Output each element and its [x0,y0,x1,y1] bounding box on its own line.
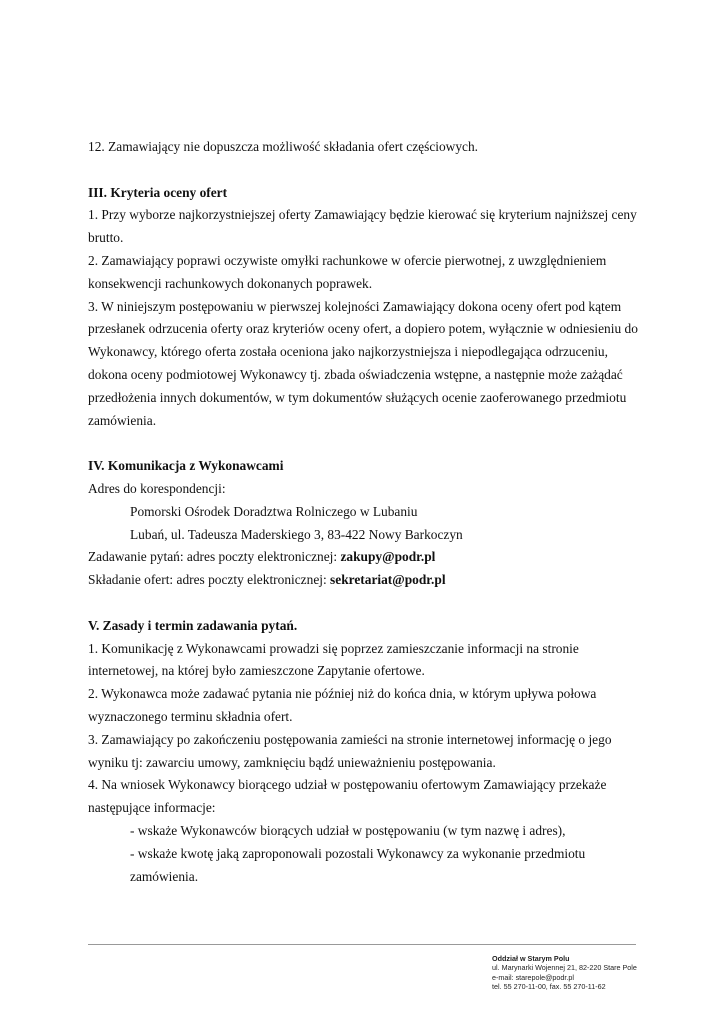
address-label: Adres do korespondencji: [88,480,226,496]
footer-address: ul. Marynarki Wojennej 21, 82-220 Stare Pole [492,963,637,973]
section-5-paragraph-4: 4. Na wniosek Wykonawcy biorącego udział w postępowaniu ofertowym Zamawiający przekaże następujące informacje: [88,777,607,816]
section-5-paragraph-2: 2. Wykonawca może zadawać pytania nie później niż do końca dnia, w którym upływa połowa wyznaczonego terminu składnia ofert. [88,686,597,724]
document-body [88,136,648,888]
offers-email[interactable]: sekretariat@podr.pl [330,572,446,588]
spacer [88,592,648,615]
offers-label: Składanie ofert: adres poczty elektronicznej: [88,572,331,588]
section-3-paragraph-3: 3. W niniejszym postępowaniu w pierwszej kolejności Zamawiający dokona oceny ofert pod kątem przesłanek odrzucenia oferty oraz kryteriów oceny ofert, a dopiero potem, wyłącznie w odniesieniu do Wykonawcy, którego oferta została oceniona jako najkorzystniejsza i niepodlegająca odrzuceniu, dokona oceny podmiotowej Wykonawcy tj. zbada oświadczenia wstępne, a następnie może zażądać przedłożenia innych dokumentów, w tym dokumentów służących ocenie zaoferowanego przedmiotu zamówienia. [88,298,638,428]
section-4-heading: IV. Komunikacja z Wykonawcami [88,458,284,474]
section-5-paragraph-3: 3. Zamawiający po zakończeniu postępowania zamieści na stronie internetowej informację o jego wyniku tj: zawarciu umowy, zamknięciu bądź unieważnieniu postępowania. [88,731,612,770]
footer-phone: tel. 55 270-11-00, fax. 55 270-11-62 [492,982,606,992]
offers-contact [88,569,648,592]
item-12: 12. Zamawiający nie dopuszcza możliwość składania ofert częściowych. [88,139,479,154]
section-3-paragraph-1: 1. Przy wyborze najkorzystniejszej oferty Zamawiający będzie kierować się kryterium najniższej ceny brutto. [88,207,637,246]
footer-divider [88,944,636,945]
section-3-paragraph-2: 2. Zamawiający poprawi oczywiste omyłki rachunkowe w ofercie pierwotnej, z uwzględnieniem konsekwencji rachunkowych dokonanych poprawek. [88,252,607,291]
section-5-heading: V. Zasady i termin zadawania pytań. [88,617,298,633]
organization-address: Lubań, ul. Tadeusza Maderskiego 3, 83-422 Nowy Barkoczyn [130,526,463,542]
questions-label: Zadawanie pytań: adres poczty elektronicznej: [88,549,341,565]
spacer [88,432,648,455]
section-5-paragraph-1: 1. Komunikację z Wykonawcami prowadzi się poprzez zamieszczanie informacji na stronie internetowej, na której było zamieszczone Zapytanie ofertowe. [88,640,579,679]
questions-contact [88,546,648,569]
questions-email[interactable]: zakupy@podr.pl [340,549,436,565]
organization-name: Pomorski Ośrodek Doradztwa Rolniczego w Lubaniu [130,503,418,519]
section-3-heading: III. Kryteria oceny ofert [88,184,228,200]
footer-contact [492,954,692,992]
spacer [88,159,648,182]
info-bullet-2: - wskaże kwotę jaką zaproponowali pozostali Wykonawcy za wykonanie przedmiotu zamówienia. [130,845,586,884]
info-bullet-1: - wskaże Wykonawców biorących udział w postępowaniu (w tym nazwę i adres), [130,822,566,838]
footer-email: e-mail: starepole@podr.pl [492,972,575,982]
footer-title: Oddział w Starym Polu [492,954,570,963]
